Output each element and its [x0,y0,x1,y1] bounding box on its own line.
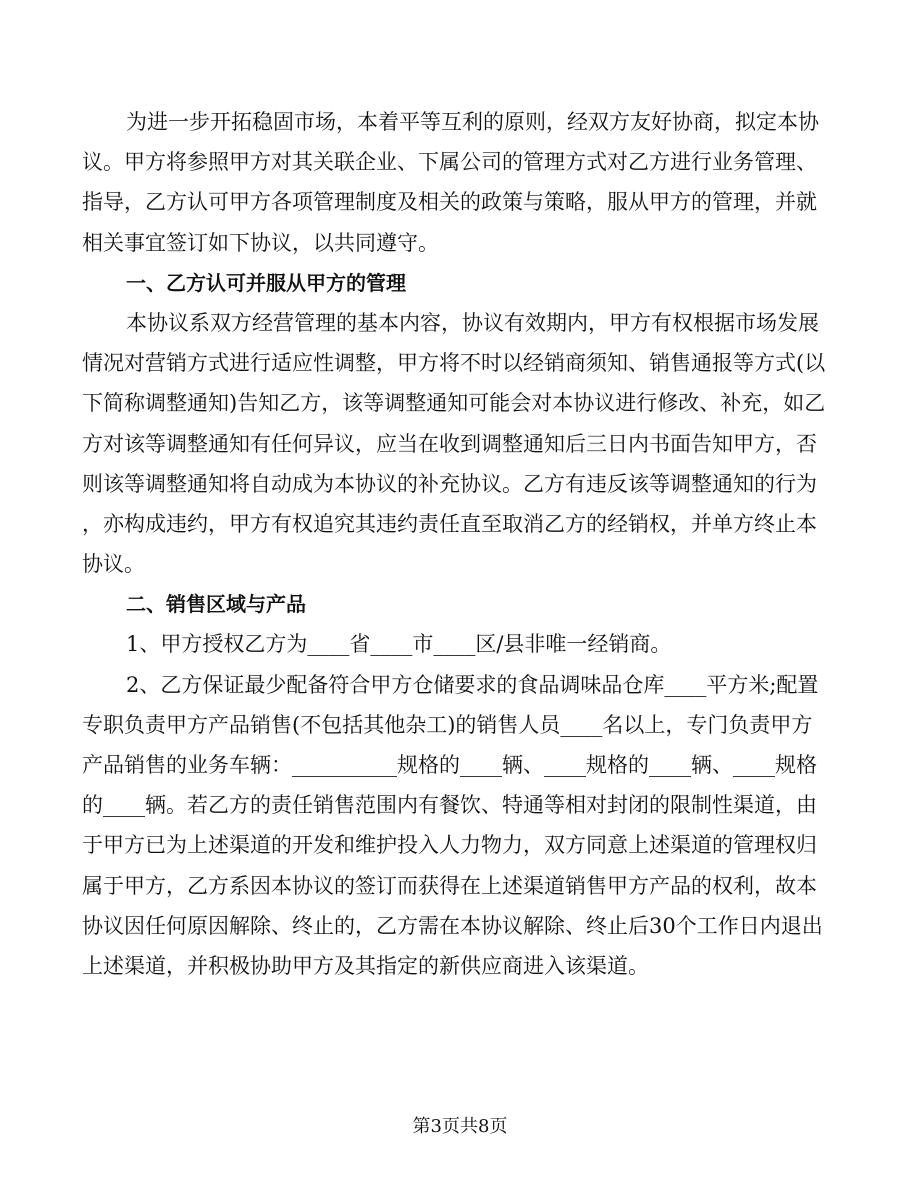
text-line: 则该等调整通知将自动成为本协议的补充协议。乙方有违反该等调整通知的行为 [82,471,817,496]
paragraph-intro [82,102,842,263]
text-line: 为进一步开拓稳固市场，本着平等互利的原则，经双方友好协商，拟定本协 [126,110,819,134]
text-line: ，亦构成违约，甲方有权追究其违约责任直至取消乙方的经销权，并单方终止本 [82,511,817,536]
text-line: 协议。 [82,552,145,577]
paragraph-item-2 [82,665,842,987]
text-line: 专职负责甲方产品销售(不包括其他杂工)的销售人员____名以上，专门负责甲方 [82,712,813,737]
text-line: 下简称调整通知)告知乙方，该等调整通知可能会对本协议进行修改、补充，如乙 [82,391,826,416]
document-body [82,102,842,986]
text-line: 于甲方已为上述渠道的开发和维护投入人力物力，双方同意上述渠道的管理权归 [82,833,817,858]
text-line: 情况对营销方式进行适应性调整，甲方将不时以经销商须知、销售通报等方式(以 [82,351,826,376]
heading-text: 二、销售区域与产品 [126,592,306,617]
text-line: 指导，乙方认可甲方各项管理制度及相关的政策与策略，服从甲方的管理，并就 [82,190,817,215]
section-heading-1 [82,263,842,303]
page-number-footer: 第3页共8页 [412,1116,508,1137]
text-line: 上述渠道，并积极协助甲方及其指定的新供应商进入该渠道。 [82,953,649,978]
text-line: 本协议系双方经营管理的基本内容，协议有效期内，甲方有权根据市场发展 [126,310,819,335]
heading-text: 一、乙方认可并服从甲方的管理 [126,270,406,295]
text-line: 1、甲方授权乙方为____省____市____区/县非唯一经销商。 [126,632,672,657]
paragraph-section-1 [82,303,842,584]
text-line: 2、乙方保证最少配备符合甲方仓储要求的食品调味品仓库____平方米;配置 [126,672,819,697]
text-line: 议。甲方将参照甲方对其关联企业、下属公司的管理方式对乙方进行业务管理、 [82,150,817,175]
text-line: 协议因任何原因解除、终止的，乙方需在本协议解除、终止后30个工作日内退出 [82,913,823,938]
text-line: 方对该等调整通知有任何异议，应当在收到调整通知后三日内书面告知甲方，否 [82,431,817,456]
text-line: 属于甲方，乙方系因本协议的签订而获得在上述渠道销售甲方产品的权利，故本 [82,873,817,898]
text-line: 产品销售的业务车辆：__________规格的____辆、____规格的____辆、____规格 [82,753,817,777]
paragraph-item-1 [82,624,842,664]
section-heading-2 [82,584,842,624]
text-line: 相关事宜签订如下协议，以共同遵守。 [82,230,439,255]
text-line: 的____辆。若乙方的责任销售范围内有餐饮、特通等相对封闭的限制性渠道，由 [82,793,817,818]
